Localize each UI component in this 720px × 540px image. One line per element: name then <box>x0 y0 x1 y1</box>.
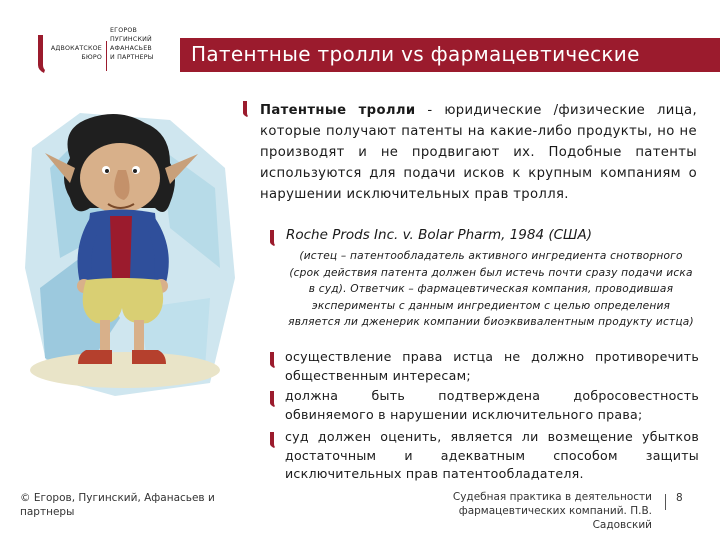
red-l-bullet-icon <box>269 230 275 246</box>
intro-term: Патентные тролли <box>260 103 416 118</box>
page-number: 8 <box>676 492 683 504</box>
intro-text: - юридические /физические лица, которые получают патенты на какие-либо продукты, но не производят и не продвигают их. Подобные патенты используются для подачи исков к крупным компаниям о нарушении исключительных прав тролля. <box>260 103 697 202</box>
point-item: суд должен оценить, является ли возмещение убытков достаточным и адекватным способом защиты исключительных прав патентообладателя. <box>285 429 699 481</box>
red-l-bullet-icon <box>269 391 275 407</box>
logo-left-line: АДВОКАТСКОЕ <box>50 45 102 52</box>
logo-left-text <box>48 44 102 62</box>
logo-right-line: АФАНАСЬЕВ <box>110 45 152 52</box>
troll-illustration <box>20 108 240 400</box>
red-l-bullet-icon <box>242 101 248 117</box>
case-note: (истец – патентообладатель активного ингредиента снотворного (срок действия патента должен был истечь почти сразу подачи иска в суд). Ответчик – фармацевтическая компания, проводившая эксперименты с данным ингредиентом с целью определения является ли дженерик компании биоэквивалентным продукту истца) <box>288 250 694 328</box>
logo-right-line: ПУГИНСКИЙ <box>110 36 152 43</box>
logo-left-line: БЮРО <box>81 54 102 61</box>
slide-title: Патентные тролли vs фармацевтические <box>191 42 640 66</box>
footer-divider <box>665 494 666 510</box>
footer-copyright: © Егоров, Пугинский, Афанасьев и партнеры <box>20 492 215 518</box>
intro-paragraph <box>260 100 697 205</box>
footer-caption: Судебная практика в деятельности фармацевтических компаний. П.В. Садовский <box>452 491 652 531</box>
red-l-bullet-icon <box>269 432 275 448</box>
logo-divider <box>106 41 107 71</box>
logo-right-line: И ПАРТНЕРЫ <box>110 54 154 61</box>
logo-right-line: ЕГОРОВ <box>110 27 138 34</box>
point-item: должна быть подтверждена добросовестность обвиняемого в нарушении исключительного права; <box>285 388 699 422</box>
logo-right-text <box>110 26 182 62</box>
brand-mark-icon <box>36 35 45 73</box>
case-title: Roche Prods Inc. v. Bolar Pharm, 1984 (США) <box>286 227 592 243</box>
red-l-bullet-icon <box>269 352 275 368</box>
point-item: осуществление права истца не должно противоречить общественным интересам; <box>285 349 699 383</box>
